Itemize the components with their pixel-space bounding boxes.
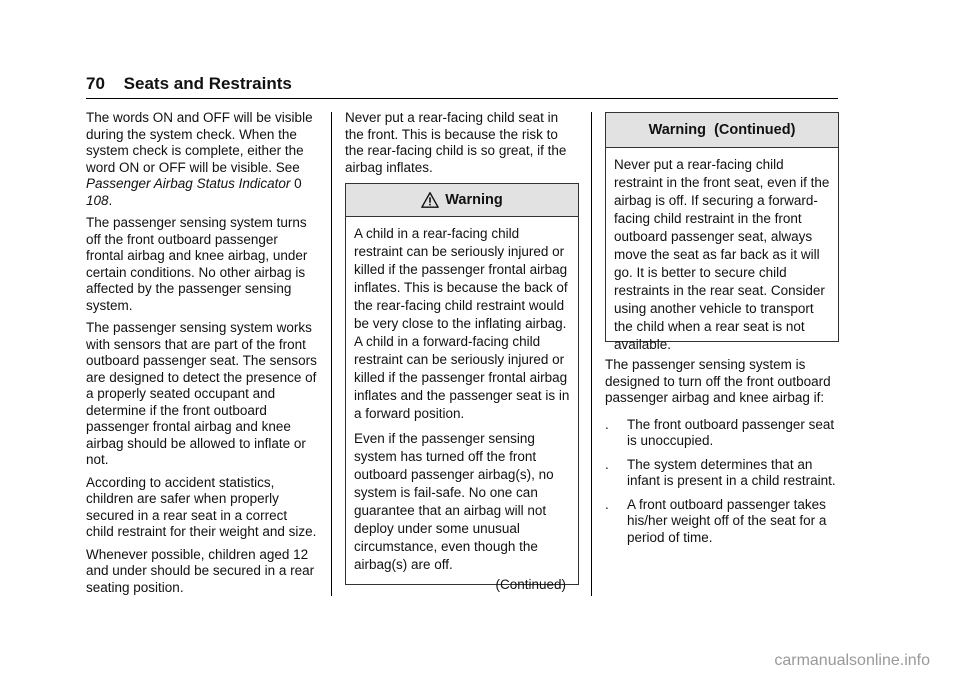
warning-title: Warning (Continued) (648, 122, 796, 138)
paragraph: The words ON and OFF will be visible during the system check. When the system check is complete, either the word ON or OFF will be visible. See Passenger Airbag Status Indicator 0 108. (86, 110, 313, 208)
column-divider-right (591, 112, 592, 596)
page-ref-number[interactable]: 108 (86, 192, 109, 208)
list-item: . The front outboard passenger seat is unoccupied. (605, 416, 835, 448)
column-middle (345, 110, 577, 182)
list-item: . A front outboard passenger takes his/her weight off of the seat for a period of time. (605, 496, 827, 545)
warning-header (606, 113, 838, 148)
paragraph: The passenger sensing system turns off the front outboard passenger frontal airbag and knee airbag, under certain conditions. No other airbag is affected by the passenger sensing system. (86, 215, 308, 313)
paragraph: According to accident statistics, children are safer when properly secured in a rear seat in a correct child restraint for their weight and size. (86, 474, 317, 539)
warning-header (346, 184, 578, 217)
page-number: 70 (86, 74, 105, 93)
section-title: Seats and Restraints (123, 74, 292, 93)
bullet-marker: . (605, 456, 609, 472)
paragraph: Whenever possible, children aged 12 and under should be secured in a rear seating position. (86, 546, 315, 595)
bullet-marker: . (605, 416, 609, 432)
warning-box (345, 183, 579, 592)
header-rule (86, 98, 838, 99)
paragraph: The passenger sensing system is designed to turn off the front outboard passenger airbag and knee airbag if: (605, 357, 831, 405)
bullet-list (605, 417, 837, 547)
list-item: . The system determines that an infant is present in a child restraint. (605, 456, 836, 488)
page-header (86, 74, 292, 94)
paragraph: Never put a rear-facing child seat in the front. This is because the risk to the rear-facing child is so great, if the airbag inflates. (345, 110, 567, 175)
page-ref-icon: 0 (294, 176, 302, 191)
warning-title: Warning (445, 192, 503, 208)
warning-body (346, 217, 578, 598)
warning-continued-box (605, 112, 839, 352)
warning-body (606, 148, 838, 365)
paragraph: A child in a rear-facing child restraint can be seriously injured or killed if the passenger frontal airbag inflates. This is because the back of the rear-facing child restraint would be very close to the inflating airbag. A child in a forward-facing child restraint can be seriously injured or killed if the passenger frontal airbag inflates and the passenger seat is in a forward position. (354, 226, 570, 421)
bullet-marker: . (605, 496, 609, 512)
cross-reference-link[interactable]: Passenger Airbag Status Indicator (86, 176, 291, 191)
paragraph: The passenger sensing system works with sensors that are part of the front outboard passenger seat. The sensors are designed to detect the presence of a properly seated occupant and determine if the front outboard passenger frontal airbag and knee airbag should be allowed to inflate or not. (86, 320, 317, 467)
watermark: carmanualsonline.info (774, 652, 930, 669)
column-right (605, 357, 837, 553)
column-left (86, 110, 318, 602)
paragraph: Never put a rear-facing child restraint in the front seat, even if the airbag is off. If securing a forward-facing child restraint in the front outboard passenger seat, always move the seat as far back as it will go. It is better to secure child restraints in the rear seat. Consider using another vehicle to transport the child when a rear seat is not available. (614, 157, 830, 352)
paragraph: Even if the passenger sensing system has turned off the front outboard passenger airbag(s), no system is fail-safe. No one can guarantee that an airbag will not deploy under some unusual circumstance, even though the airbag(s) are off. (354, 431, 554, 572)
continued-label: (Continued) (495, 577, 566, 592)
warning-triangle-icon (421, 191, 439, 209)
column-divider-left (331, 112, 332, 596)
